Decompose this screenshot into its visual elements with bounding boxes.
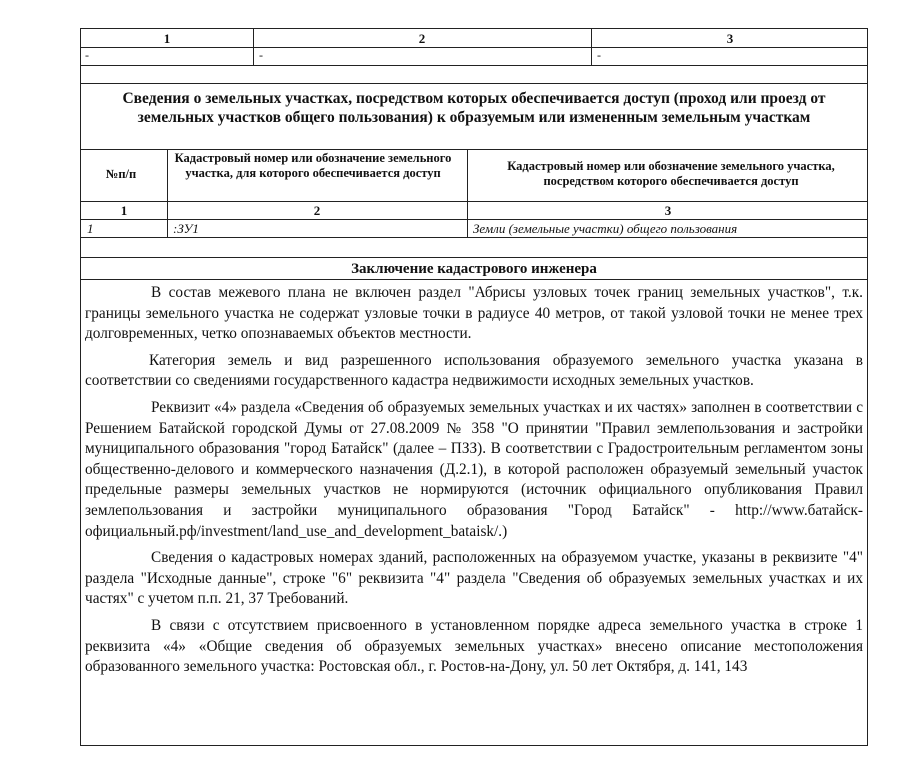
conclusion-paragraph: В состав межевого плана не включен раздел "Абрисы узловых точек границ земельных участков", т.к. границы земельного участка не содержат узловые точки в радиусе 40 метров, от такой узловой точки не менее трех долговременных, четко опознаваемых объектов местности. <box>85 284 863 343</box>
access-row-number: 1 <box>87 221 94 236</box>
conclusion-paragraph: Реквизит «4» раздела «Сведения об образуемых земельных участках и их частях» заполнен в соответствии с Решением Батайской городской Думы от 27.08.2009 № 358 "О принятии "Правил землепользования и застройки муниципального образования "город Батайск" (далее – ПЗЗ). В соответствии с Градостроительным регламентом зоны общественно-делового и коммерческого назначения (Д.2.1), в которой расположен образуемый земельный участок предельные размеры земельных участков не нормируются (источник официального опубликования Правил землепользования и застройки муниципального образования "Город Батайск" - http://www.батайск-официальный.рф/investment/land_use_and_development_bataisk/.) <box>85 398 863 540</box>
conclusion-paragraph: В связи с отсутствием присвоенного в установленном порядке адреса земельного участка в строке 1 реквизита «4» «Общие сведения об образуемых земельных участках» внесено описание местоположения образованного земельного участка: Ростовская обл., г. Ростов-на-Дону, ул. 50 лет Октября, д. 141, 143 <box>85 616 863 676</box>
conclusion-body <box>85 283 863 684</box>
top-cell-1: - <box>85 48 89 62</box>
access-col-number-1: 1 <box>120 203 128 218</box>
document-form <box>80 28 868 746</box>
access-row-source: Земли (земельные участки) общего пользования <box>473 221 738 236</box>
conclusion-paragraph: Сведения о кадастровых номерах зданий, расположенных на образуемом участке, указаны в реквизите "4" раздела "Исходные данные", строке "6" реквизита "4" раздела "Сведения об образуемых земельных участках и их частях" с учетом п.п. 21, 37 Требований. <box>85 549 863 608</box>
top-col-1-header: 1 <box>163 31 171 46</box>
conclusion-title: Заключение кадастрового инженера <box>351 261 597 277</box>
access-col-target-header: Кадастровый номер или обозначение земельного участка, для которого обеспечивается доступ <box>174 151 452 180</box>
access-col-source-header: Кадастровый номер или обозначение земельного участка, посредством которого обеспечивается доступ <box>507 159 835 188</box>
conclusion-paragraph: Категория земель и вид разрешенного использования образуемого земельного участка указана в соответствии со сведениями государственного кадастра недвижимости исходных земельных участков. <box>85 351 863 390</box>
access-section-title: Сведения о земельных участках, посредством которых обеспечивается доступ (проход или проезд от земельных участков общего пользования) к образуемым или измененным земельным участкам <box>122 90 826 126</box>
top-cell-3: - <box>597 48 601 62</box>
access-row-target: :ЗУ1 <box>173 221 199 236</box>
top-cell-2: - <box>259 48 263 62</box>
access-col-number-2: 2 <box>313 203 321 218</box>
top-col-3-header: 3 <box>726 31 734 46</box>
access-col-number-3: 3 <box>664 203 672 218</box>
top-col-2-header: 2 <box>418 31 426 46</box>
access-col-number-header: №п/п <box>105 167 137 181</box>
